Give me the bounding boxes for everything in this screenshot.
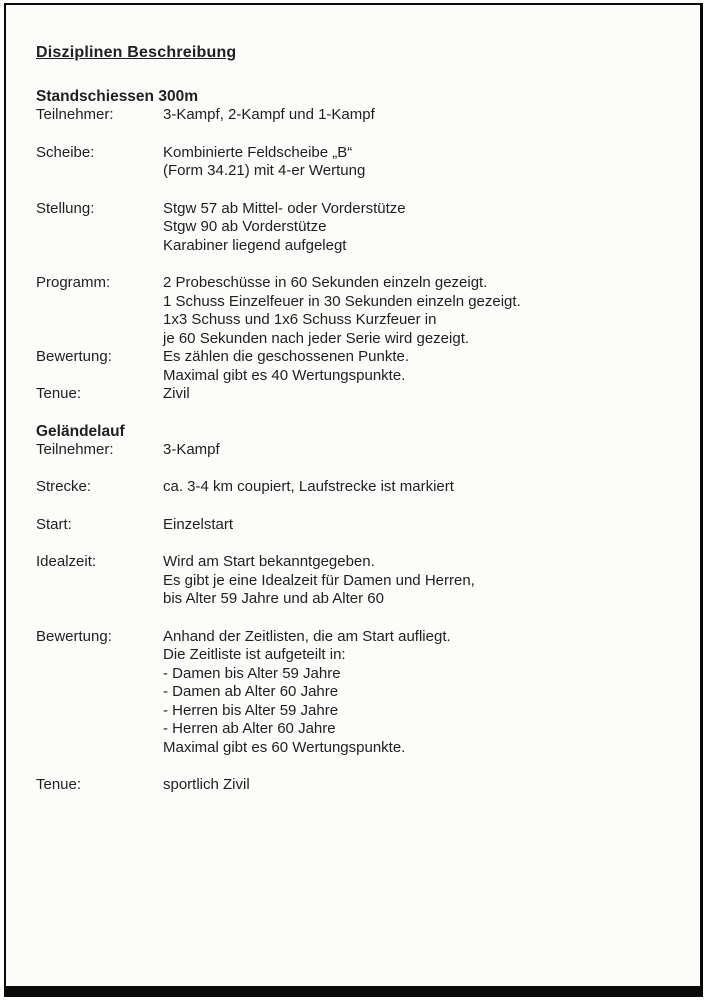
field-row-tenue [36,776,677,795]
value-line: bis Alter 59 Jahre und ab Alter 60 [163,590,384,607]
field-value [163,385,677,404]
field-label: Programm: [36,274,111,291]
value-line: 1x3 Schuss und 1x6 Schuss Kurzfeuer in [163,311,437,328]
document-title: Disziplinen Beschreibung [36,44,237,61]
value-line: - Damen ab Alter 60 Jahre [163,683,339,700]
field-row-idealzeit [36,553,677,609]
value-line: Stgw 90 ab Vorderstütze [163,218,327,235]
field-label: Idealzeit: [36,553,97,570]
value-line: 3-Kampf [163,440,220,458]
value-line: 2 Probeschüsse in 60 Sekunden einzeln gezeigt. [163,274,488,291]
value-line: Anhand der Zeitlisten, die am Start aufliegt. [163,627,451,645]
value-line: Kombinierte Feldscheibe „B“ [163,143,353,161]
section-heading-gelaendelauf: Geländelauf [36,422,125,440]
page [36,44,677,795]
value-line: Wird am Start bekanntgegeben. [163,553,375,570]
field-label: Teilnehmer: [36,440,114,458]
value-line: Zivil [163,385,190,402]
field-label: Strecke: [36,478,92,495]
value-line: Maximal gibt es 60 Wertungspunkte. [163,738,406,756]
field-value [163,478,677,497]
value-line: Karabiner liegend aufgelegt [163,236,347,254]
value-line: Es gibt je eine Idealzeit für Damen und Herren, [163,571,475,589]
field-row-teilnehmer [36,106,677,125]
field-row-start [36,516,677,535]
section-heading-standschiessen: Standschiessen 300m [36,88,198,105]
field-label: Scheibe: [36,143,95,161]
field-value [163,441,677,460]
field-value [163,106,677,125]
value-line: 3-Kampf, 2-Kampf und 1-Kampf [163,106,375,123]
field-value [163,200,677,256]
value-line: Maximal gibt es 40 Wertungspunkte. [163,366,406,384]
value-line: sportlich Zivil [163,776,250,793]
value-line: ca. 3-4 km coupiert, Laufstrecke ist markiert [163,478,454,495]
field-row-teilnehmer [36,441,677,460]
value-line: je 60 Sekunden nach jeder Serie wird gezeigt. [163,329,470,347]
value-line: - Damen bis Alter 59 Jahre [163,664,341,682]
field-label: Bewertung: [36,627,112,645]
field-value [163,348,677,385]
field-value [163,776,677,795]
field-label: Start: [36,515,72,533]
value-line: Es zählen die geschossenen Punkte. [163,348,409,365]
field-row-strecke [36,478,677,497]
field-label: Stellung: [36,199,95,217]
value-line: 1 Schuss Einzelfeuer in 30 Sekunden einzeln gezeigt. [163,292,521,310]
field-value [163,144,677,181]
field-row-stellung [36,200,677,256]
field-row-programm [36,274,677,348]
value-line: Einzelstart [163,515,234,533]
field-value [163,628,677,758]
field-row-bewertung [36,628,677,758]
field-value [163,274,677,348]
field-label: Bewertung: [36,348,112,365]
value-line: Die Zeitliste ist aufgeteilt in: [163,646,346,663]
field-value [163,553,677,609]
field-row-scheibe [36,144,677,181]
field-value [163,516,677,535]
field-label: Teilnehmer: [36,106,114,123]
value-line: - Herren ab Alter 60 Jahre [163,720,336,737]
field-row-tenue [36,385,677,404]
field-label: Tenue: [36,385,82,402]
value-line: Stgw 57 ab Mittel- oder Vorderstütze [163,199,406,217]
field-label: Tenue: [36,776,82,793]
value-line: - Herren bis Alter 59 Jahre [163,701,339,719]
value-line: (Form 34.21) mit 4-er Wertung [163,162,366,179]
field-row-bewertung [36,348,677,385]
